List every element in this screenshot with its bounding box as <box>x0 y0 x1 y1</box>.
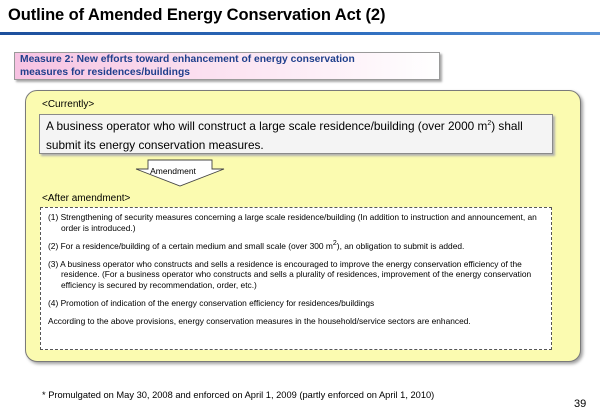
after-amendment-box <box>40 207 552 350</box>
page-number: 39 <box>574 398 587 410</box>
after-amendment-label: <After amendment> <box>42 193 131 204</box>
amendment-item-3-text: (3) A business operator who constructs and sells a residence is encouraged to improve the energy conservation efficiency of the residence. (For a business operator who constructs and sells a plurality of residences, improvement of the energy conservation efficiency is secured by recommendation, order, etc.) <box>48 258 532 290</box>
amendment-item-1-text: (1) Strengthening of security measures concerning a large scale residence/building (In addition to instruction and announcement, an order is introduced.) <box>48 212 537 233</box>
amendment-item-4-text: (4) Promotion of indication of the energy conservation efficiency for residences/buildings <box>48 298 375 309</box>
amendment-item-4 <box>48 298 545 309</box>
title-underline <box>0 32 600 35</box>
currently-label: <Currently> <box>42 99 95 110</box>
measure-heading-line-2: measures for residences/buildings <box>20 66 190 78</box>
currently-superscript: 2 <box>487 120 492 128</box>
amendment-item-2 <box>48 241 545 252</box>
currently-text-part1: A business operator who will construct a large scale residence/building (over 2000 m <box>46 119 488 133</box>
amendment-item-2-part2: ), an obligation to submit is added. <box>336 240 465 251</box>
amendment-summary-text: According to the above provisions, energy conservation measures in the household/service sectors are enhanced. <box>48 316 471 327</box>
amendment-item-2-part1: (2) For a residence/building of a certain medium and small scale (over 300 m <box>48 240 333 251</box>
currently-text-part2: ) shall submit its energy conservation measures. <box>46 119 523 152</box>
measure-heading-line-1: Measure 2: New efforts toward enhancement of energy conservation <box>20 54 355 65</box>
slide-title: Outline of Amended Energy Conservation Act (2) <box>8 6 386 24</box>
currently-box <box>39 114 553 154</box>
amendment-label: Amendment <box>150 166 196 176</box>
measure-heading-box <box>14 52 440 80</box>
amendment-item-3 <box>48 259 545 291</box>
footnote: * Promulgated on May 30, 2008 and enforced on April 1, 2009 (partly enforced on April 1, 2010) <box>42 390 435 400</box>
amendment-item-2-text <box>48 241 545 252</box>
amendment-summary <box>48 316 545 327</box>
amendment-item-1 <box>48 212 545 233</box>
amendment-item-2-superscript: 2 <box>332 239 337 247</box>
